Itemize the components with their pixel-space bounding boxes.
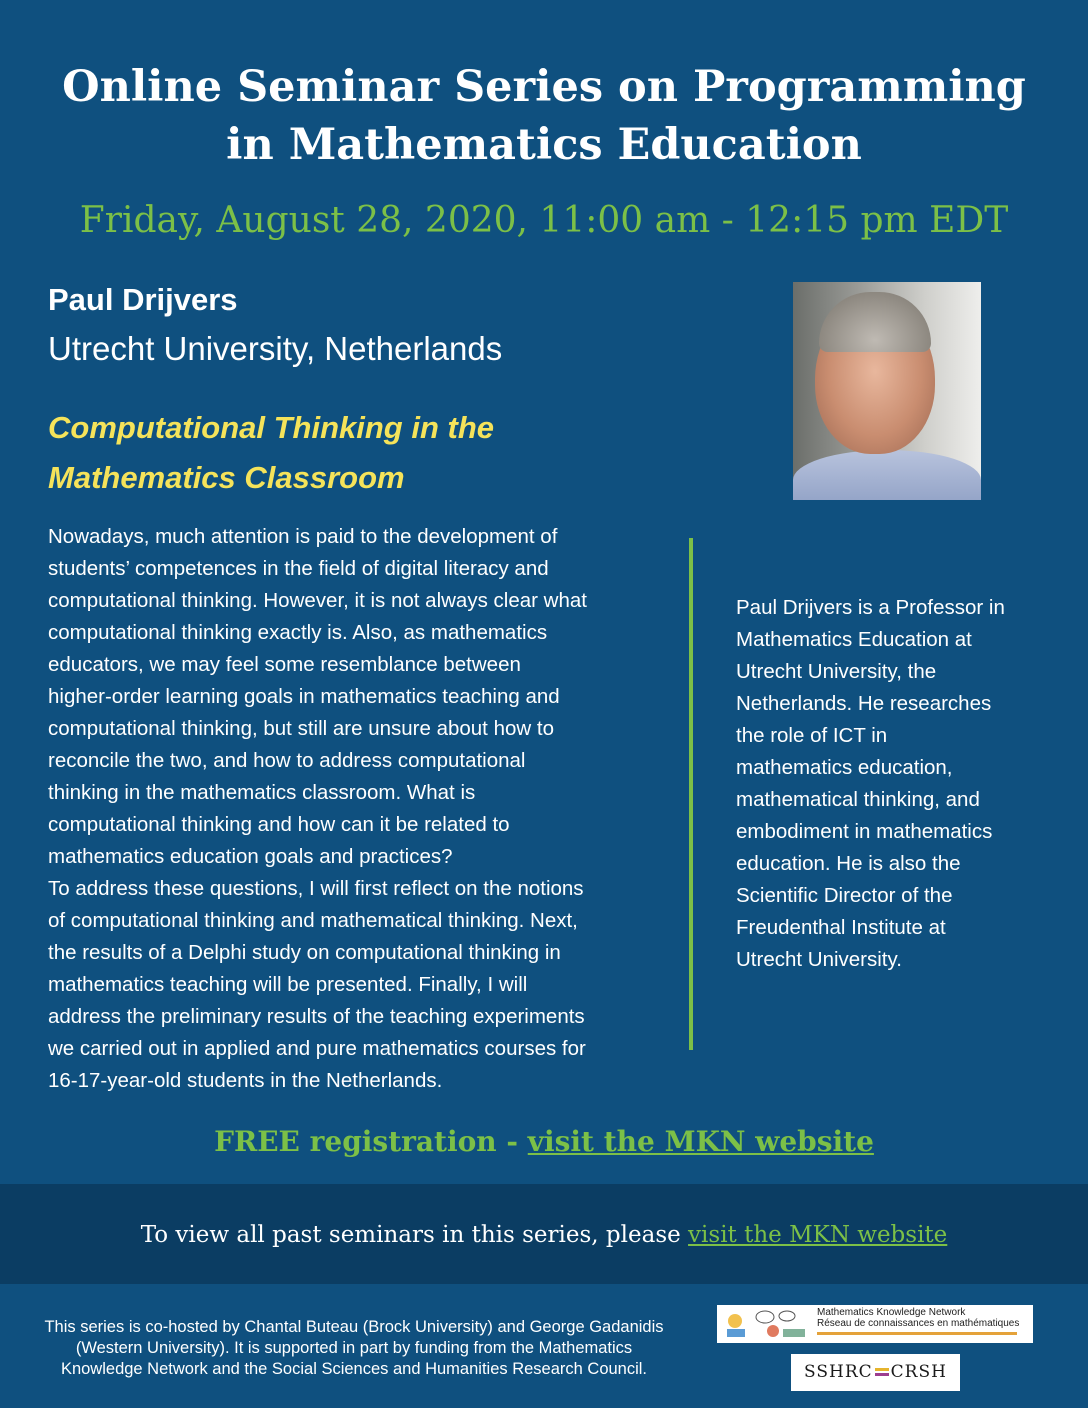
title-line-2: in Mathematics Education — [226, 120, 862, 170]
footer-line: (Western University). It is supported in part by funding from the Mathematics — [75, 1339, 633, 1357]
speaker-name: Paul Drijvers — [48, 282, 238, 317]
abstract-line: mathematics education goals and practices? — [48, 845, 453, 868]
abstract-line: reconcile the two, and how to address computational — [48, 749, 526, 772]
talk-title-line-2: Mathematics Classroom — [48, 460, 405, 495]
footer-acknowledgement — [24, 1317, 684, 1380]
abstract-line: computational thinking, but still are unsure about how to — [48, 717, 554, 740]
abstract-line: thinking in the mathematics classroom. What is — [48, 781, 476, 804]
mkn-logo-illustration — [721, 1307, 813, 1341]
abstract-line: higher-order learning goals in mathematics teaching and — [48, 685, 560, 708]
crsh-text: CRSH — [890, 1362, 947, 1382]
registration-prefix: FREE registration - — [214, 1125, 528, 1158]
abstract-line: computational thinking and how can it be related to — [48, 813, 510, 836]
abstract-line: educators, we may feel some resemblance between — [48, 653, 521, 676]
sshrc-mark-icon — [875, 1366, 889, 1380]
footer-line: This series is co-hosted by Chantal Buteau (Brock University) and George Gadanidis — [44, 1318, 664, 1336]
speaker-photo — [793, 282, 981, 500]
photo-hair — [819, 292, 931, 352]
bio-line: Netherlands. He researches — [736, 692, 992, 715]
speaker-bio — [736, 592, 1056, 976]
abstract-line: mathematics teaching will be presented. Finally, I will — [48, 973, 528, 996]
mkn-logo-text-fr: Réseau de connaissances en mathématiques — [817, 1318, 1020, 1329]
event-date: Friday, August 28, 2020, 11:00 am - 12:15 pm EDT — [79, 200, 1009, 241]
talk-title-line-1: Computational Thinking in the — [48, 410, 495, 445]
abstract-line: computational thinking. However, it is not always clear what — [48, 589, 587, 612]
title-line-1: Online Seminar Series on Programming — [62, 62, 1026, 112]
abstract-line: Nowadays, much attention is paid to the development of — [48, 525, 558, 548]
photo-shirt — [793, 450, 981, 500]
bio-line: embodiment in mathematics — [736, 820, 993, 843]
sshrc-logo — [791, 1354, 960, 1391]
past-seminars-link[interactable]: visit the MKN website — [688, 1222, 948, 1248]
abstract-line: the results of a Delphi study on computational thinking in — [48, 941, 561, 964]
abstract-line: To address these questions, I will first reflect on the notions — [48, 877, 584, 900]
bio-line: education. He is also the — [736, 852, 961, 875]
talk-title — [48, 403, 668, 503]
footer-line: Knowledge Network and the Social Sciences and Humanities Research Council. — [60, 1360, 648, 1378]
abstract-line: we carried out in applied and pure mathematics courses for — [48, 1037, 586, 1060]
registration-link[interactable]: visit the MKN website — [527, 1125, 874, 1158]
bio-line: Utrecht University. — [736, 948, 902, 971]
abstract-line: students’ competences in the field of digital literacy and — [48, 557, 549, 580]
bio-line: Scientific Director of the — [736, 884, 953, 907]
bio-line: mathematical thinking, and — [736, 788, 980, 811]
sshrc-text: SSHRC — [804, 1362, 873, 1382]
bio-line: Utrecht University, the — [736, 660, 937, 683]
abstract-line: computational thinking exactly is. Also, as mathematics — [48, 621, 548, 644]
mkn-logo-bar — [817, 1332, 1017, 1335]
abstract-line: 16-17-year-old students in the Netherlands. — [48, 1069, 443, 1092]
bio-line: Freudenthal Institute at — [736, 916, 946, 939]
past-seminars-text — [0, 1218, 1088, 1252]
free-registration — [0, 1120, 1088, 1164]
bio-line: Paul Drijvers is a Professor in — [736, 596, 1005, 619]
mkn-logo-text-en: Mathematics Knowledge Network — [817, 1307, 966, 1318]
bio-line: mathematics education, — [736, 756, 953, 779]
mkn-logo — [717, 1305, 1033, 1343]
bio-line: Mathematics Education at — [736, 628, 972, 651]
past-seminars-band — [0, 1184, 1088, 1284]
column-divider — [689, 538, 693, 1050]
speaker-affiliation: Utrecht University, Netherlands — [48, 330, 503, 367]
talk-abstract — [48, 521, 673, 1097]
abstract-line: of computational thinking and mathematical thinking. Next, — [48, 909, 578, 932]
seminar-title — [0, 58, 1088, 174]
past-seminars-prefix: To view all past seminars in this series, please — [140, 1222, 689, 1248]
abstract-line: address the preliminary results of the teaching experiments — [48, 1005, 585, 1028]
bio-line: the role of ICT in — [736, 724, 888, 747]
